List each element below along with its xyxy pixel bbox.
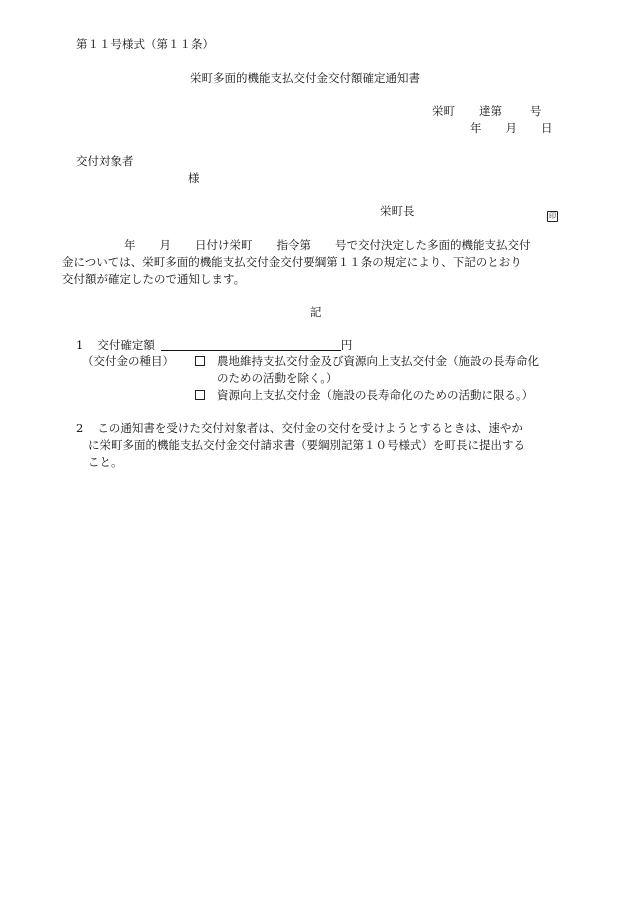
option-2 (195, 387, 533, 404)
sender-name: 栄町長 (380, 204, 415, 218)
option-2-line-1: 資源向上支払交付金（施設の長寿命化のための活動に限る。） (217, 388, 534, 402)
body-line-3: 交付額が確定したので通知します。 (62, 272, 246, 286)
date-day: 日 (541, 121, 553, 135)
item-1-label: 交付確定額 (97, 338, 155, 352)
item-2-line-2: に栄町多面的機能支払交付金交付請求書（要綱別記第１０号様式）を町長に提出する (88, 438, 525, 452)
reference-number (432, 103, 542, 120)
option-2-checkbox[interactable] (195, 390, 205, 400)
option-1-checkbox[interactable] (195, 356, 205, 366)
ref-prefix: 栄町 (432, 104, 455, 118)
ref-suffix: 号 (530, 104, 542, 118)
body-line-1: 年 月 日付け栄町 指令第 号で交付決定した多面的機能支払交付 (124, 238, 531, 252)
amount-field-line[interactable] (161, 339, 341, 351)
item-1-number: 1 (76, 338, 84, 352)
body-line-2: 金については、栄町多面的機能支払交付金交付要綱第１１条の規定により、下記のとおり (62, 255, 522, 269)
recipient-honorific: 様 (188, 171, 200, 185)
document-title: 栄町多面的機能支払交付金交付額確定通知書 (190, 71, 420, 85)
date-month: 月 (505, 121, 517, 135)
option-1-line-1: 農地維持支払交付金及び資源向上支払交付金（施設の長寿命化 (217, 354, 539, 368)
item-2-line-1: 2 この通知書を受けた交付対象者は、交付金の交付を受けようとするときは、速やか (76, 421, 523, 435)
item-1-row (76, 337, 352, 354)
option-1 (195, 353, 539, 370)
ki-heading: 記 (310, 305, 322, 319)
option-1-line-2: のための活動を除く。） (217, 371, 338, 385)
recipient-label: 交付対象者 (76, 154, 134, 168)
form-number: 第１１号様式（第１１条） (76, 37, 214, 51)
seal-icon: 印 (549, 212, 556, 220)
kind-label: （交付金の種目） (82, 354, 174, 368)
item-1-unit: 円 (340, 338, 353, 352)
date-year: 年 (470, 121, 482, 135)
issue-date (470, 120, 553, 137)
item-2-number: 2 (76, 421, 84, 435)
ref-mid: 達第 (479, 104, 502, 118)
item-2-line-3: こと。 (88, 455, 123, 469)
seal-mark (547, 206, 558, 223)
